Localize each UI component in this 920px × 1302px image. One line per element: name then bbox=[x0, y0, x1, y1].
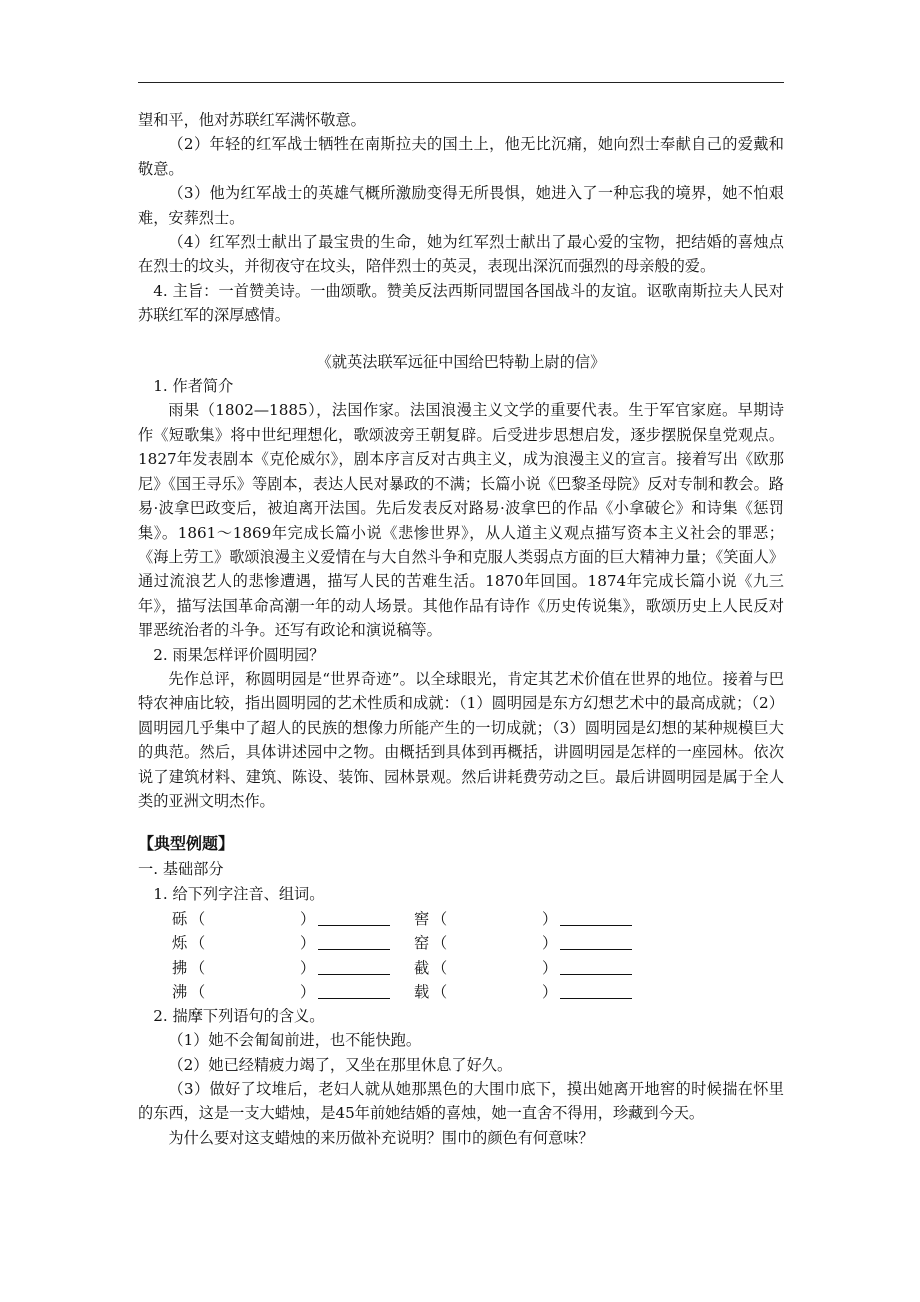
exercise-row bbox=[138, 931, 784, 955]
word-blank[interactable] bbox=[560, 935, 632, 950]
word-blank[interactable] bbox=[318, 960, 390, 975]
paren-open: （ bbox=[432, 958, 448, 977]
paren-open: （ bbox=[190, 934, 206, 953]
paren-open: （ bbox=[190, 909, 206, 928]
section-heading: 【典型例题】 bbox=[138, 834, 235, 854]
question-2-label: 2. 雨果怎样评价圆明园？ bbox=[153, 645, 325, 664]
paragraph-item-2: （2）年轻的红军战士牺牲在南斯拉夫的国土上，他无比沉痛，她向烈士奉献自己的爱戴和敬意。 bbox=[138, 135, 784, 178]
paren-open: （ bbox=[432, 909, 448, 928]
exercise-1-label: 1. 给下列字注音、组词。 bbox=[153, 884, 325, 903]
exercise-row bbox=[138, 979, 784, 1003]
header-rule bbox=[138, 82, 784, 83]
word-blank[interactable] bbox=[318, 935, 390, 950]
paren-open: （ bbox=[190, 983, 206, 1002]
part-label: 一. 基础部分 bbox=[138, 860, 224, 879]
paren-close: ） bbox=[300, 983, 316, 1002]
paren-close: ） bbox=[542, 909, 558, 928]
exercise-row bbox=[138, 906, 784, 930]
word-blank[interactable] bbox=[560, 960, 632, 975]
word-blank[interactable] bbox=[318, 984, 390, 999]
paragraph-item-3: （3）他为红军战士的英雄气概所激励变得无所畏惧，她进入了一种忘我的境界，她不怕艰难，安葬烈士。 bbox=[138, 184, 784, 227]
exercise-char: 拂 bbox=[172, 958, 188, 977]
document-page bbox=[138, 108, 784, 1150]
exercise-char: 烁 bbox=[172, 934, 188, 953]
sentence-1: （1）她不会匍匐前进，也不能快跑。 bbox=[168, 1031, 422, 1050]
author-bio: 雨果（1802—1885），法国作家。法国浪漫主义文学的重要代表。生于军官家庭。早期诗作《短歌集》将中世纪理想化，歌颂波旁王朝复辟。后受进步思想启发，逐步摆脱保皇党观点。1827年发表剧本《克伦威尔》，剧本序言反对古典主义，成为浪漫主义的宣言。接着写出《欧那尼》《国王寻乐》等剧本，表达人民对暴政的不满；长篇小说《巴黎圣母院》反对专制和教会。路易·波拿巴政变后，被迫离开法国。先后发表反对路易·波拿巴的作品《小拿破仑》和诗集《惩罚集》。1861～1869年完成长篇小说《悲惨世界》，从人道主义观点描写资本主义社会的罪恶；《海上劳工》歌颂浪漫主义爱情在与大自然斗争和克服人类弱点方面的巨大精神力量；《笑面人》通过流浪艺人的悲惨遭遇，描写人民的苦难生活。1870年回国。1874年完成长篇小说《九三年》，描写法国革命高潮一年的动人场景。其他作品有诗作《历史传说集》，歌颂历史上人民反对罪恶统治者的斗争。还写有政论和演说稿等。 bbox=[138, 401, 784, 640]
exercise-row bbox=[138, 955, 784, 979]
word-blank[interactable] bbox=[560, 984, 632, 999]
exercise-char: 载 bbox=[414, 983, 430, 1002]
paragraph-theme: 4. 主旨：一首赞美诗。一曲颂歌。赞美反法西斯同盟国各国战斗的友谊。讴歌南斯拉夫人民对苏联红军的深厚感情。 bbox=[138, 281, 784, 325]
word-blank[interactable] bbox=[318, 911, 390, 926]
paren-close: ） bbox=[542, 983, 558, 1002]
paren-close: ） bbox=[300, 934, 316, 953]
paren-open: （ bbox=[432, 934, 448, 953]
exercise-2-label: 2. 揣摩下列语句的含义。 bbox=[153, 1006, 325, 1025]
exercise-char: 窑 bbox=[414, 934, 430, 953]
paren-open: （ bbox=[432, 983, 448, 1002]
paren-close: ） bbox=[542, 958, 558, 977]
pinyin-exercise-table bbox=[138, 906, 784, 1004]
paren-open: （ bbox=[190, 958, 206, 977]
exercise-char: 砾 bbox=[172, 909, 188, 928]
exercise-char: 沸 bbox=[172, 983, 188, 1002]
sentence-2: （2）她已经精疲力竭了，又坐在那里休息了好久。 bbox=[168, 1055, 513, 1074]
paragraph-continuation: 望和平，他对苏联红军满怀敬意。 bbox=[138, 111, 366, 129]
yuanmingyuan-evaluation: 先作总评，称圆明园是“世界奇迹”。以全球眼光，肯定其艺术价值在世界的地位。接着与巴特农神庙比较，指出圆明园的艺术性质和成就：（1）圆明园是东方幻想艺术中的最高成就；（2）圆明园几乎集中了超人的民族的想像力所能产生的一切成就；（3）圆明园是幻想的某种规模巨大的典范。然后，具体讲述园中之物。由概括到具体到再概括，讲圆明园是怎样的一座园林。依次说了建筑材料、建筑、陈设、装饰、园林景观。然后讲耗费劳动之巨。最后讲圆明园是属于全人类的亚洲文明杰作。 bbox=[138, 669, 784, 810]
article-title: 《就英法联军远征中国给巴特勒上尉的信》 bbox=[316, 352, 606, 371]
paren-close: ） bbox=[300, 958, 316, 977]
exercise-question: 为什么要对这支蜡烛的来历做补充说明？围巾的颜色有何意味？ bbox=[168, 1128, 594, 1147]
paren-close: ） bbox=[542, 934, 558, 953]
word-blank[interactable] bbox=[560, 911, 632, 926]
paren-close: ） bbox=[300, 909, 316, 928]
exercise-char: 截 bbox=[414, 958, 430, 977]
sentence-3: （3）做好了坟堆后，老妇人就从她那黑色的大围巾底下，摸出她离开地窖的时候揣在怀里的东西，这是一支大蜡烛，是45年前她结婚的喜烛，她一直舍不得用，珍藏到今天。 bbox=[138, 1079, 784, 1123]
paragraph-item-4: （4）红军烈士献出了最宝贵的生命，她为红军烈士献出了最心爱的宝物，把结婚的喜烛点在烈士的坟头，并彻夜守在坟头，陪伴烈士的英灵，表现出深沉而强烈的母亲般的爱。 bbox=[138, 233, 784, 276]
exercise-char: 窖 bbox=[414, 909, 430, 928]
question-1-label: 1. 作者简介 bbox=[153, 377, 234, 396]
